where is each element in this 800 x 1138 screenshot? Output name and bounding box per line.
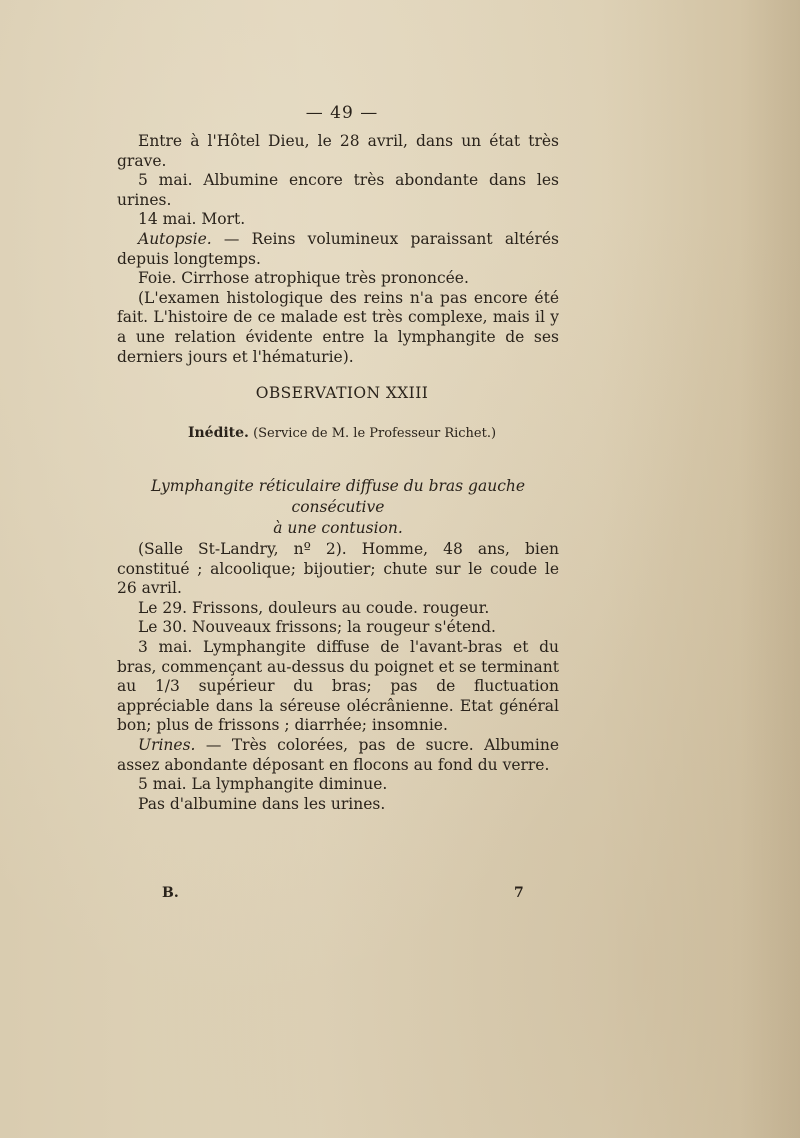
paragraph-patient-intro: (Salle St-Landry, nº 2). Homme, 48 ans, bien constitué ; alcoolique; bijoutier; chute sur le coude le 26 avril. bbox=[117, 540, 559, 598]
autopsy-text: — Reins volumineux paraissant altérés depuis longtemps. bbox=[117, 229, 559, 268]
service-line bbox=[0, 425, 684, 441]
paragraph-urines bbox=[117, 736, 559, 775]
signature-letter: B. bbox=[162, 885, 179, 901]
paragraph-may-5: 5 mai. Albumine encore très abondante dans les urines. bbox=[117, 171, 559, 209]
paragraph-histology-note: (L'examen histologique des reins n'a pas encore été fait. L'histoire de ce malade est très complexe, mais il y a une relation évidente entre la lymphangite de ses derniers jours et l'hématurie). bbox=[117, 288, 559, 366]
paragraph-may-14: 14 mai. Mort. bbox=[138, 210, 246, 229]
paragraph-day-30: Le 30. Nouveaux frissons; la rougeur s'étend. bbox=[138, 618, 496, 637]
paragraph-admission: Entre à l'Hôtel Dieu, le 28 avril, dans un état très grave. bbox=[117, 132, 559, 170]
paragraph-may-5-case: 5 mai. La lymphangite diminue. bbox=[138, 775, 388, 794]
autopsy-label: Autopsie. bbox=[138, 229, 212, 248]
service-status: Inédite. bbox=[187, 425, 249, 441]
paragraph-no-albumin: Pas d'albumine dans les urines. bbox=[138, 794, 386, 813]
observation-subtitle bbox=[117, 476, 559, 539]
paragraph-liver: Foie. Cirrhose atrophique très prononcée. bbox=[138, 269, 469, 288]
text-block-case bbox=[117, 540, 559, 814]
urines-label: Urines. bbox=[138, 735, 196, 754]
page-number: — 49 — bbox=[305, 103, 379, 123]
paragraph-may-3: 3 mai. Lymphangite diffuse de l'avant-bras et du bras, commençant au-dessus du poignet et se terminant au 1/3 supérieur du bras; pas de fluctuation appréciable dans la séreuse olécrânienne. Etat général bon; plus de frissons ; diarrhée; insomnie. bbox=[117, 637, 559, 735]
observation-title: OBSERVATION XXIII bbox=[255, 384, 429, 402]
service-text: (Service de M. le Professeur Richet.) bbox=[248, 426, 497, 441]
subtitle-line-2: à une contusion. bbox=[273, 519, 403, 537]
sheet-number: 7 bbox=[514, 885, 524, 901]
paragraph-autopsy bbox=[117, 230, 559, 269]
urines-text: — Très colorées, pas de sucre. Albumine assez abondante déposant en flocons au fond du verre. bbox=[117, 735, 559, 774]
paragraph-day-29: Le 29. Frissons, douleurs au coude. rougeur. bbox=[138, 598, 490, 617]
subtitle-line-1: Lymphangite réticulaire diffuse du bras gauche consécutive bbox=[150, 477, 526, 516]
text-block-autopsy bbox=[117, 132, 559, 367]
